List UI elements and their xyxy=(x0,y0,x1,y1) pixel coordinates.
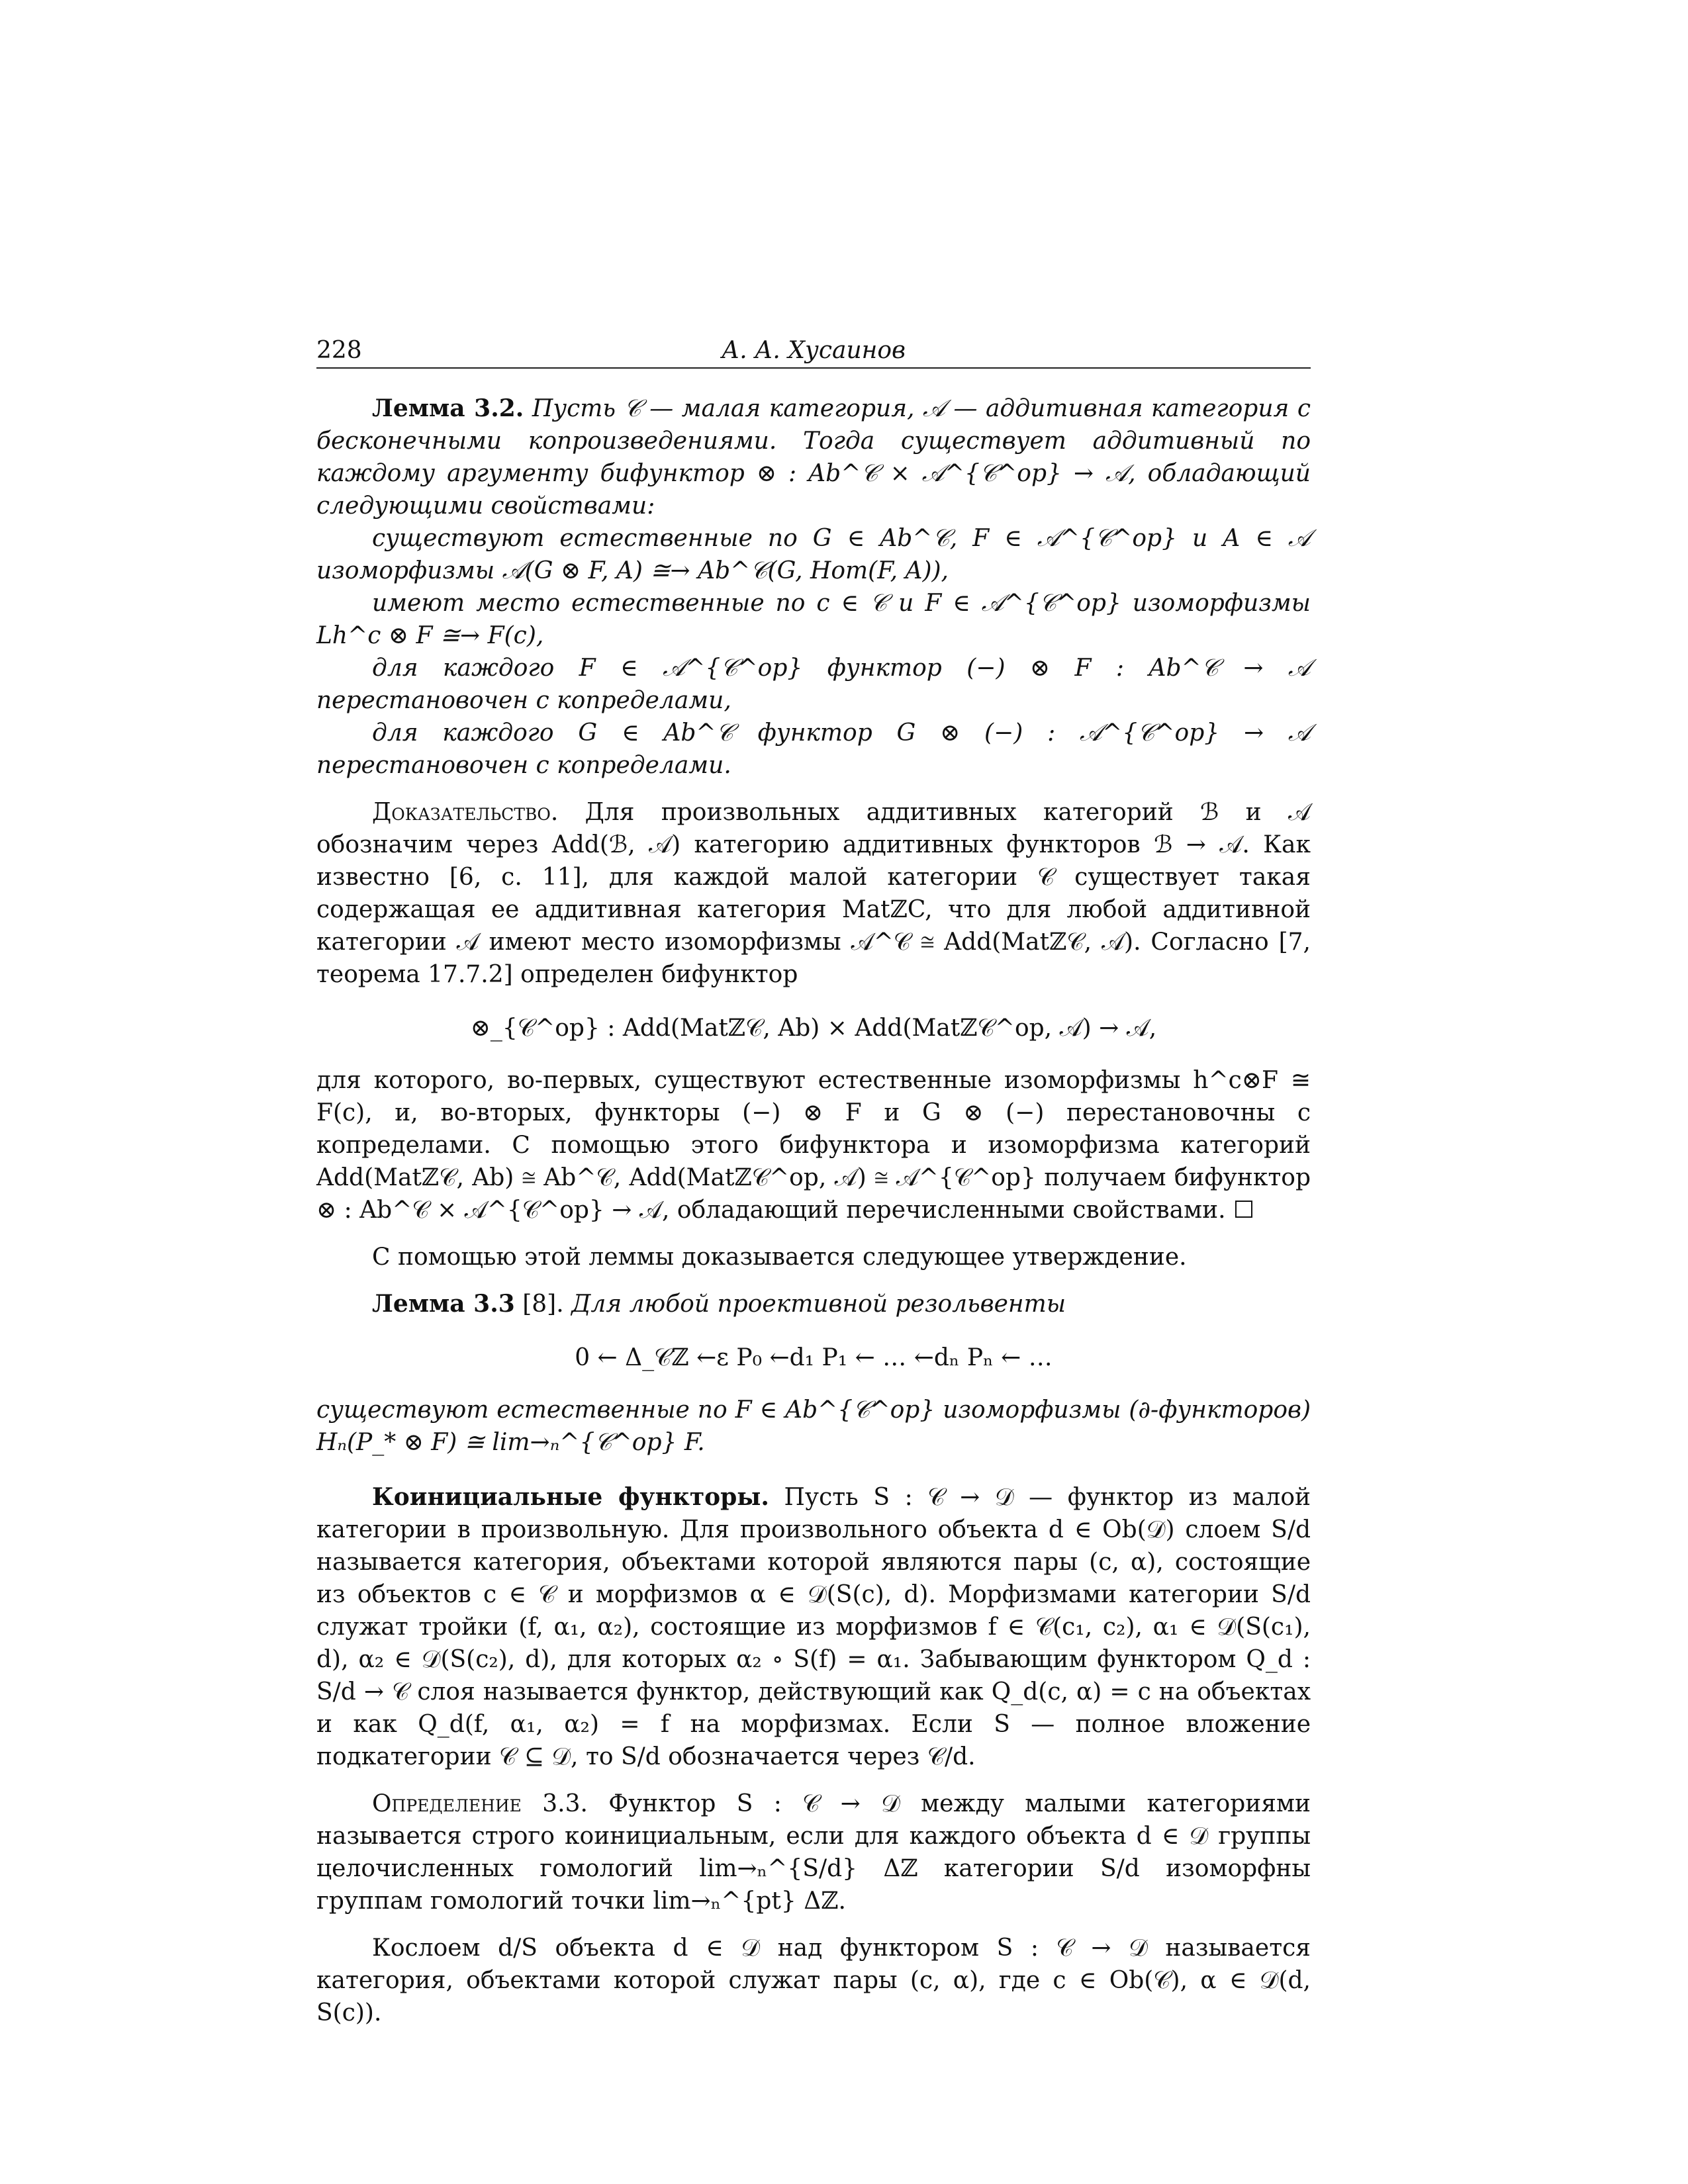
page xyxy=(316,334,1311,2029)
resolution-display-formula: 0 ← Δ_𝒞ℤ ←ε P₀ ←d₁ P₁ ← … ←dₙ Pₙ ← … xyxy=(575,1344,1053,1371)
lemma-3-2-property-3: для каждого F ∈ 𝒜^{𝒞^op} функтор (−) ⊗ F : Ab^𝒞 → 𝒜 перестановочен с копределами, xyxy=(316,655,1311,714)
proof-continuation xyxy=(316,1064,1311,1226)
lemma-3-2 xyxy=(316,392,1311,522)
coslice-paragraph: Кослоем d/S объекта d ∈ 𝒟 над функтором S : 𝒞 → 𝒟 называется категория, объектами которой служат пары (c, α), где c ∈ Ob(𝒞), α ∈ 𝒟(d, S(c)). xyxy=(316,1934,1311,2026)
lemma-3-2-statement: Пусть 𝒞 — малая категория, 𝒜 — аддитивная категория с бесконечными копроизведениями. Тогда существует аддитивный по каждому аргументу бифунктор ⊗ : Ab^𝒞 × 𝒜^{𝒞^op} → 𝒜, обладающий следующими свойствами: xyxy=(316,395,1311,520)
lemma-3-3 xyxy=(316,1288,1311,1320)
coinitial-functors-text: Пусть S : 𝒞 → 𝒟 — функтор из малой категории в произвольную. Для произвольного объекта d ∈ Ob(𝒟) слоем S/d называется категория, объектами которой являются пары (c, α), состоящие из объектов c ∈ 𝒞 и морфизмов α ∈ 𝒟(S(c), d). Морфизмами категории S/d служат тройки (f, α₁, α₂), состоящие из морфизмов f ∈ 𝒞(c₁, c₂), α₁ ∈ 𝒟(S(c₁), d), α₂ ∈ 𝒟(S(c₂), d), для которых α₂ ∘ S(f) = α₁. Забывающим функтором Q_d : S/d → 𝒞 слоя называется функтор, действующий как Q_d(c, α) = c на объектах и как Q_d(f, α₁, α₂) = f на морфизмах. Если S — полное вложение подкатегории 𝒞 ⊆ 𝒟, то S/d обозначается через 𝒞/d. xyxy=(316,1484,1311,1770)
definition-3-3-label: Определение 3.3. xyxy=(372,1790,588,1817)
proof-display-formula: ⊗_{𝒞^op} : Add(Matℤ𝒞, Ab) × Add(Matℤ𝒞^op, 𝒜) → 𝒜, xyxy=(470,1015,1157,1042)
lemma-3-3-conclusion: существуют естественные по F ∈ Ab^{𝒞^op} изоморфизмы (∂-функторов) Hₙ(P_* ⊗ F) ≅ lim→ₙ^{𝒞^op} F. xyxy=(316,1396,1311,1456)
definition-3-3-text: Функтор S : 𝒞 → 𝒟 между малыми категориями называется строго коинициальным, если для каждого объекта d ∈ 𝒟 группы целочисленных гомологий lim→ₙ^{S/d} Δℤ категории S/d изоморфны группам гомологий точки lim→ₙ^{pt} Δℤ. xyxy=(316,1790,1311,1915)
proof-text-1: Для произвольных аддитивных категорий ℬ и 𝒜 обозначим через Add(ℬ, 𝒜) категорию аддитивных функторов ℬ → 𝒜. Как известно [6, с. 11], для каждой малой категории 𝒞 существует такая содержащая ее аддитивная категория MatℤC, что для любой аддитивной категории 𝒜 имеют место изоморфизмы 𝒜^𝒞 ≅ Add(Matℤ𝒞, 𝒜). Согласно [7, теорема 17.7.2] определен бифунктор xyxy=(316,799,1311,988)
running-header xyxy=(316,334,1311,369)
proof-text-2: для которого, во-первых, существуют естественные изоморфизмы h^c⊗F ≅ F(c), и, во-вторых, функторы (−) ⊗ F и G ⊗ (−) перестановочны с копределами. С помощью этого бифунктора и изоморфизма категорий Add(Matℤ𝒞, Ab) ≅ Ab^𝒞, Add(Matℤ𝒞^op, 𝒜) ≅ 𝒜^{𝒞^op} получаем бифунктор ⊗ : Ab^𝒞 × 𝒜^{𝒞^op} → 𝒜, обладающий перечисленными свойствами. xyxy=(316,1067,1311,1224)
qed-square-icon xyxy=(1235,1201,1252,1218)
coinitial-functors-paragraph xyxy=(316,1481,1311,1773)
transition-sentence: С помощью этой леммы доказывается следующее утверждение. xyxy=(372,1244,1187,1271)
lemma-3-3-label: Лемма 3.3 xyxy=(372,1290,515,1318)
lemma-3-3-intro: Для любой проективной резольвенты xyxy=(571,1291,1066,1318)
lemma-3-2-property-1: существуют естественные по G ∈ Ab^𝒞, F ∈ 𝒜^{𝒞^op} и A ∈ 𝒜 изоморфизмы 𝒜(G ⊗ F, A) ≅→ Ab^𝒞(G, Hom(F, A)), xyxy=(316,525,1311,584)
lemma-3-2-label: Лемма 3.2. xyxy=(372,394,524,422)
lemma-3-2-property-4: для каждого G ∈ Ab^𝒞 функтор G ⊗ (−) : 𝒜^{𝒞^op} → 𝒜 перестановочен с копределами. xyxy=(316,719,1311,779)
lemma-3-3-ref: [8]. xyxy=(522,1291,564,1318)
running-author: А. А. Хусаинов xyxy=(722,337,906,364)
definition-3-3 xyxy=(316,1788,1311,1917)
proof-paragraph xyxy=(316,796,1311,991)
page-number: 228 xyxy=(316,337,362,364)
lemma-3-2-property-2: имеют место естественные по c ∈ 𝒞 и F ∈ 𝒜^{𝒞^op} изоморфизмы Lh^c ⊗ F ≅→ F(c), xyxy=(316,590,1311,649)
coinitial-functors-heading: Коинициальные функторы. xyxy=(372,1483,769,1511)
proof-label: Доказательство. xyxy=(372,799,559,826)
